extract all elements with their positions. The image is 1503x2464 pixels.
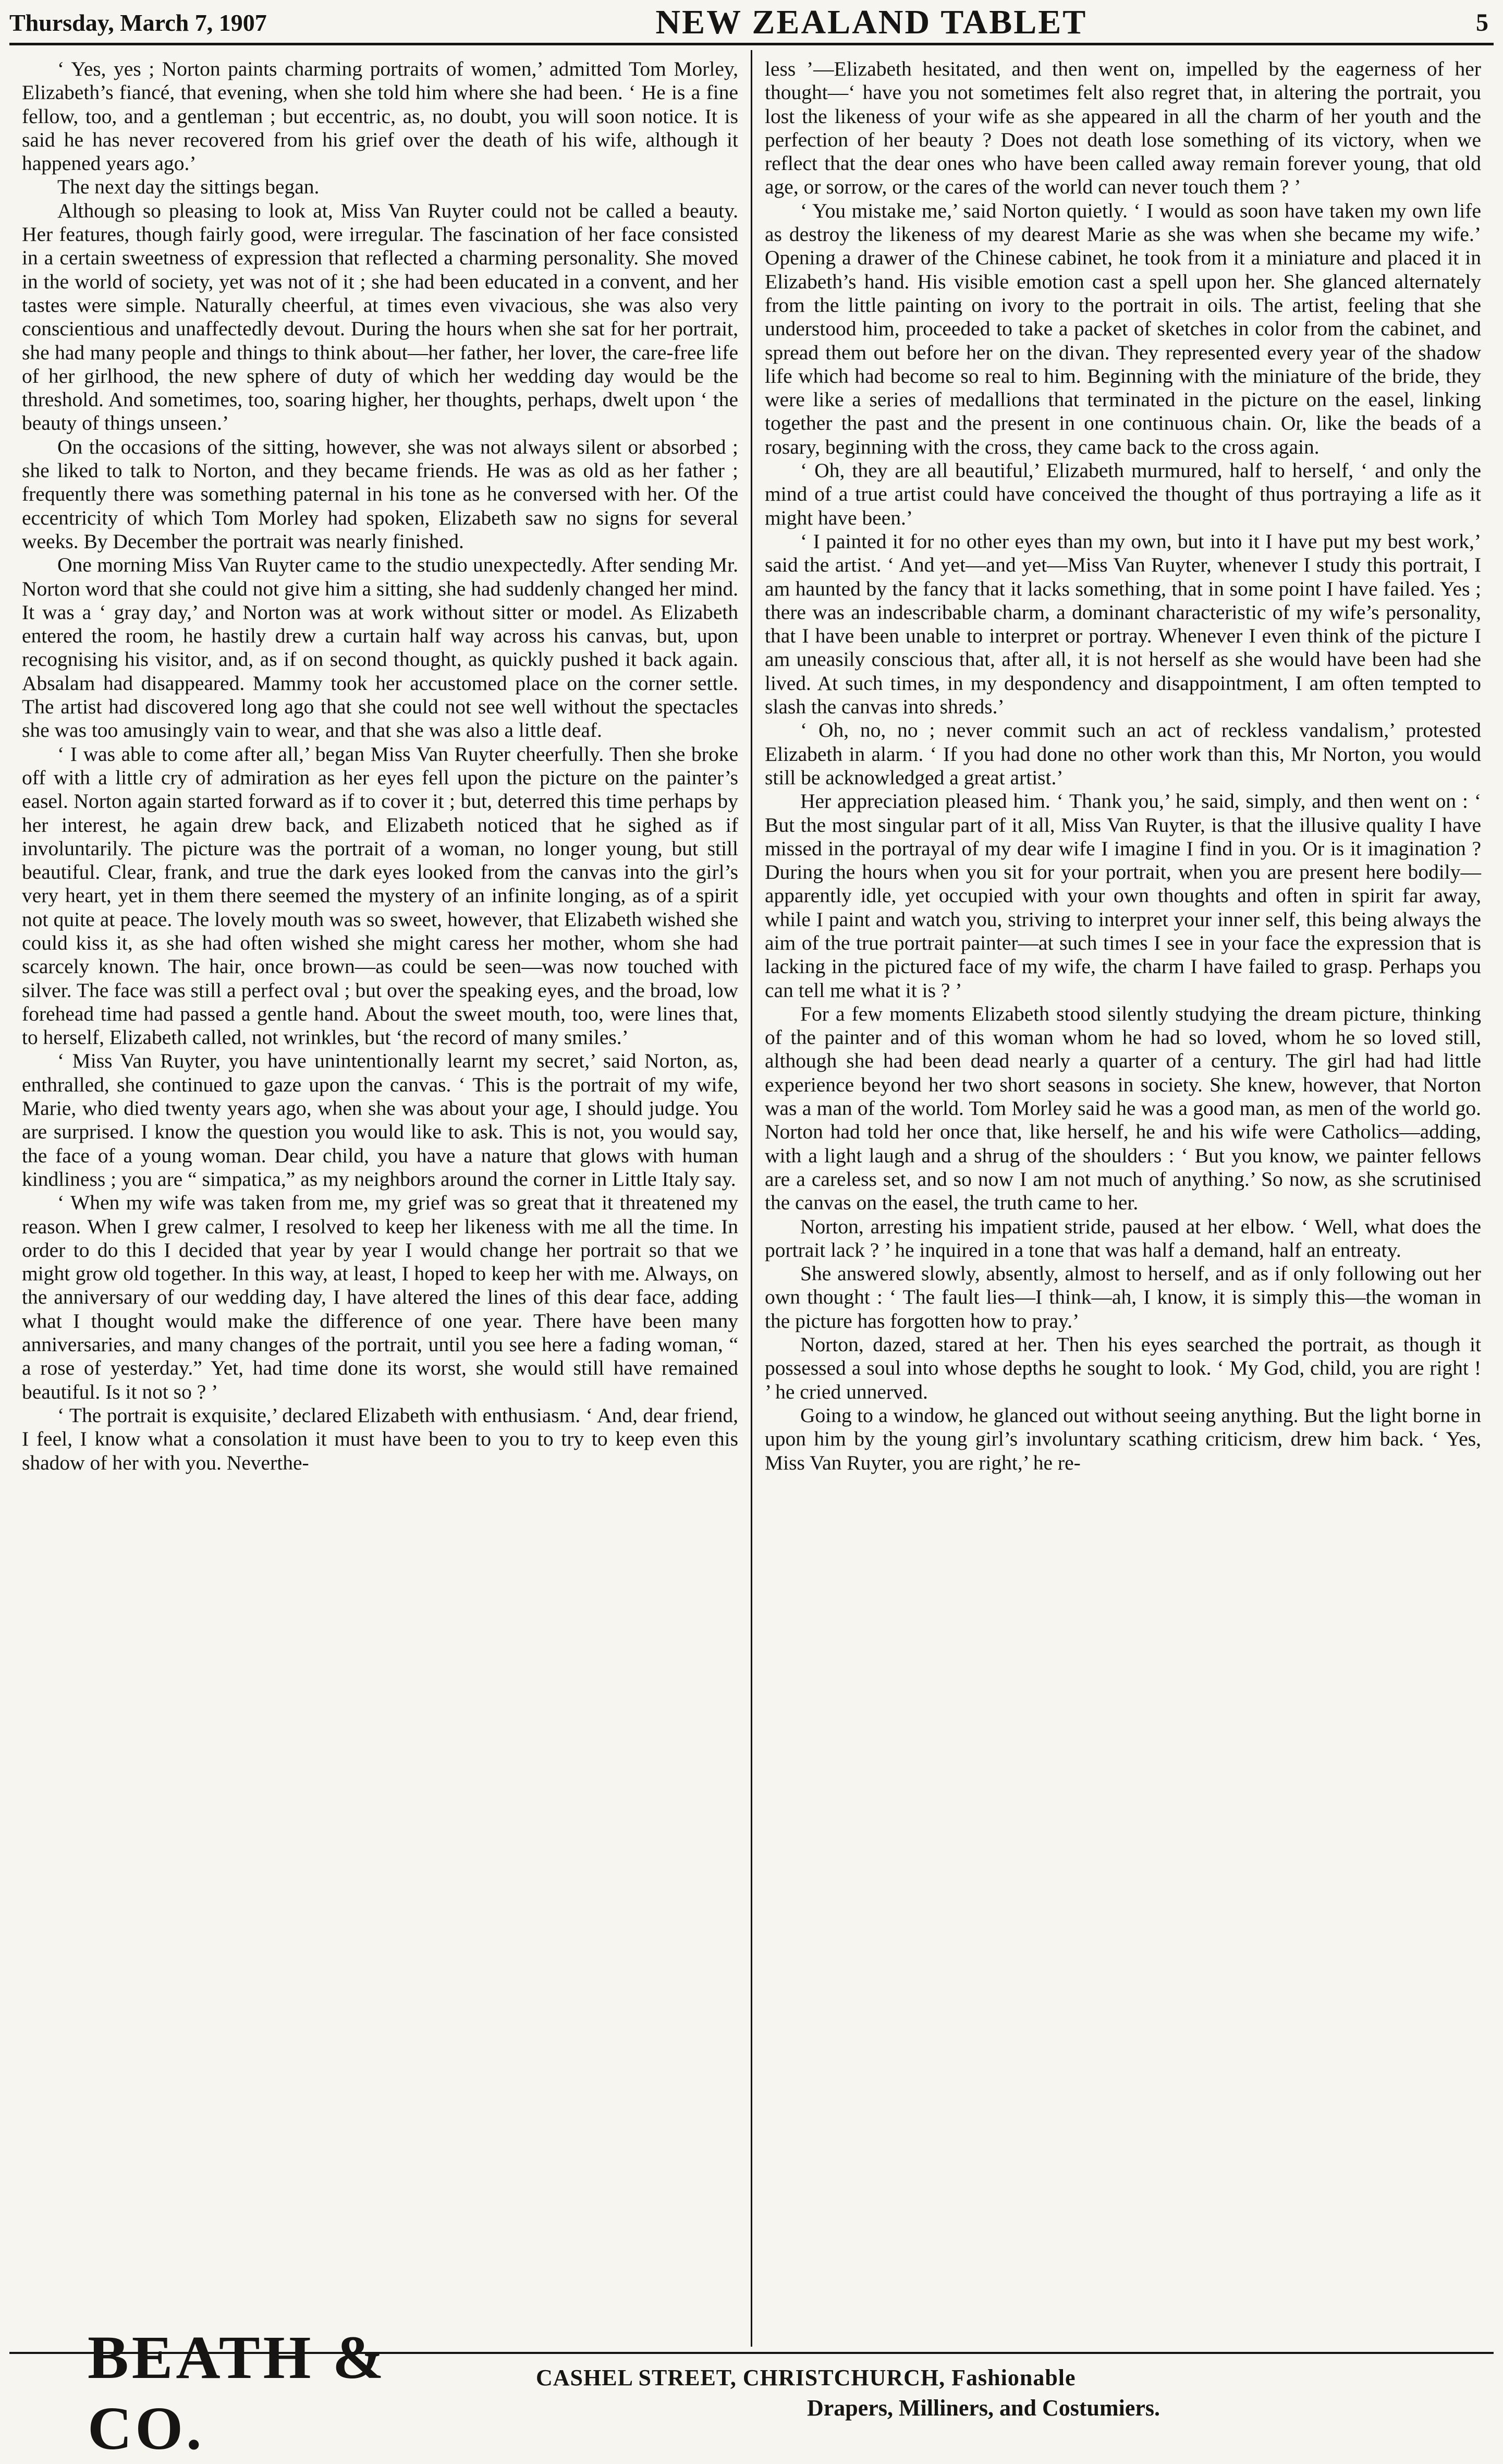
paragraph: Norton, arresting his impatient stride, paused at her elbow. ‘ Well, what does the portrait lack ? ’ he inquired in a tone that was half a demand, half an entreaty. [765, 1215, 1481, 1261]
paragraph: ‘ I painted it for no other eyes than my own, but into it I have put my best work,’ said the artist. ‘ And yet—and yet—Miss Van Ruyter, whenever I study this portrait, I am haunted by the fancy that it lacks something, that in some point I have failed. Yes ; there was an indescribable charm, a dominant characteristic of my wife’s personality, that I have been unable to interpret or portray. Whenever I even think of the picture I am uneasily conscious that, after all, it is not herself as she would have been had she lived. At such times, in my despondency and disappointment, I am often tempted to slash the canvas into shreds.’ [765, 529, 1481, 719]
advertisement-banner [9, 2323, 1494, 2462]
paragraph: ‘ Oh, no, no ; never commit such an act of reckless vandalism,’ protested Elizabeth in alarm. ‘ If you had done no other work than this, Mr Norton, you would still be acknowledged a great artist.’ [765, 719, 1481, 789]
paragraph: The next day the sittings began. [57, 175, 320, 199]
page-number: 5 [1475, 8, 1488, 37]
paragraph: Going to a window, he glanced out without seeing anything. But the light borne in upon him by the young girl’s involuntary scathing criticism, drew him back. ‘ Yes, Miss Van Ruyter, you are right,’ he re- [765, 1403, 1481, 1474]
masthead [9, 2, 1494, 45]
article-columns [9, 50, 1494, 2347]
paragraph: ‘ The portrait is exquisite,’ declared Elizabeth with enthusiasm. ‘ And, dear friend, I feel, I know what a consolation it must have been to you to try to keep even this shadow of her with you. Neverthe- [22, 1403, 738, 1474]
paragraph: ‘ When my wife was taken from me, my grief was so great that it threatened my reason. When I grew calmer, I resolved to keep her likeness with me all the time. In order to do this I decided that year by year I would change her portrait so that we might grow old together. In this way, at least, I hoped to keep her with me. Always, on the anniversary of our wedding day, I have altered the lines of this dear face, adding what I thought would make the difference of one year. There have been many anniversaries, and many changes of the portrait, until you see here a fading woman, “ a rose of yesterday.” Yet, had time done its worst, she would still have remained beautiful. Is it not so ? ’ [22, 1191, 738, 1403]
paragraph: One morning Miss Van Ruyter came to the studio unexpectedly. After sending Mr. Norton word that she could not give him a sitting, she had suddenly changed her mind. It was a ‘ gray day,’ and Norton was at work without sitter or model. As Elizabeth entered the room, he hastily drew a curtain half way across his canvas, but, upon recognising his visitor, and, as if on second thought, as quickly pushed it back again. Absalam had disappeared. Mammy took her accustomed place on the corner settle. The artist had discovered long ago that she could not see well without the spectacles she was too amusingly vain to wear, and that she was also a little deaf. [22, 553, 738, 742]
paragraph: Norton, dazed, stared at her. Then his eyes searched the portrait, as though it possessed a soul into whose depths he sought to look. ‘ My God, child, you are right ! ’ he cried unnerved. [765, 1333, 1481, 1403]
paragraph: ‘ Miss Van Ruyter, you have unintentionally learnt my secret,’ said Norton, as, enthralled, she continued to gaze upon the canvas. ‘ This is the portrait of my wife, Marie, who died twenty years ago, when she was about your age, I should judge. You are surprised. I know the question you would like to ask. This is not, you would say, the face of a young woman. Dear child, you have a nature that glows with human kindliness ; you are “ simpatica,” as my neighbors around the corner in Little Italy say. [22, 1049, 738, 1191]
paragraph: Although so pleasing to look at, Miss Van Ruyter could not be called a beauty. Her features, though fairly good, were irregular. The fascination of her face consisted in a certain sweetness of expression that reflected a charming personality. She moved in the world of society, yet was not of it ; she had been educated in a convent, and her tastes were simple. Naturally cheerful, at times even vivacious, she was also very conscientious and unaffectedly devout. During the hours when she sat for her portrait, she had many people and things to think about—her father, her lover, the care-free life of her girlhood, the new sphere of duty of which her wedding day would be the threshold. And sometimes, too, soaring higher, her thoughts, perhaps, dwelt upon ‘ the beauty of things unseen.’ [22, 199, 738, 435]
advertiser-details [515, 2363, 1160, 2423]
paragraph-continued: less ’—Elizabeth hesitated, and then went on, impelled by the eagerness of her thought—‘ have you not sometimes felt also regret that, in altering the portrait, you lost the likeness of your wife as she appeared in all the charm of her youth and the perfection of her beauty ? Does not death lose something of its victory, when we reflect that the dear ones who have been called away remain forever young, that old age, or sorrow, or the cares of the world can never touch them ? ’ [765, 57, 1481, 199]
paragraph: She answered slowly, absently, almost to herself, and as if only following out her own thought : ‘ The fault lies—I think—ah, I know, it is simply this—the woman in the picture has forgotten how to pray.’ [765, 1262, 1481, 1332]
right-column [752, 50, 1494, 2347]
paragraph: ‘ Oh, they are all beautiful,’ Elizabeth murmured, half to herself, ‘ and only the mind of a true artist could have conceived the thought of thus portraying a life as it might have been.’ [765, 459, 1481, 529]
paragraph: ‘ I was able to come after all,’ began Miss Van Ruyter cheerfully. Then she broke off with a little cry of admiration as her eyes fell upon the picture on the painter’s easel. Norton again started forward as if to cover it ; but, deterred this time perhaps by her interest, he again drew back, and Elizabeth noticed that he sighed as if involuntarily. The picture was the portrait of a woman, no longer young, but still beautiful. Clear, frank, and true the dark eyes looked from the canvas into the girl’s very heart, yet in them there seemed the mystery of an infinite longing, as of a spirit not quite at peace. The lovely mouth was so sweet, however, that Elizabeth wished she could kiss it, as she had often wished she might caress her mother, whom she had scarcely known. The hair, once brown—as could be seen—was now touched with silver. The face was still a perfect oval ; but over the speaking eyes, and the broad, low forehead time had passed a gentle hand. About the sweet mouth, too, were lines that, to herself, Elizabeth called, not wrinkles, but ‘the record of many smiles.’ [22, 742, 738, 1049]
left-column [9, 50, 751, 2347]
advertiser-name: BEATH & CO. [88, 2323, 387, 2462]
paragraph: Her appreciation pleased him. ‘ Thank you,’ he said, simply, and then went on : ‘ But the most singular part of it all, Miss Van Ruyter, is that the illusive quality I have missed in the portrayal of my dear wife I imagine I find in you. Or is it imagination ? During the hours when you sit for your portrait, when you are present here bodily—apparently idle, yet occupied with your own thoughts and often in spirit far away, while I paint and watch you, striving to interpret your inner self, this being always the aim of the true portrait painter—at such times I see in your face the expression that is lacking in the pictured face of my wife, the charm I have failed to grasp. Perhaps you can tell me what it is ? ’ [765, 790, 1481, 1002]
paragraph: ‘ You mistake me,’ said Norton quietly. ‘ I would as soon have taken my own life as destroy the likeness of my dearest Marie as she was when she became my wife.’ Opening a drawer of the Chinese cabinet, he took from it a miniature and placed it in Elizabeth’s hand. His visible emotion cast a spell upon her. She glanced alternately from the little painting on ivory to the portrait in oils. The artist, feeling that she understood him, proceeded to take a packet of sketches in color from the cabinet, and spread them out before her on the divan. They represented every year of the shadow life which had become so real to him. Beginning with the miniature of the bride, they were like a series of medallions that terminated in the picture on the easel, linking together the past and the present in one continuous chain. Or, like the beads of a rosary, beginning with the cross, they came back to the cross again. [765, 199, 1481, 458]
issue-date: Thursday, March 7, 1907 [9, 9, 267, 36]
advertiser-address: CASHEL STREET, CHRISTCHURCH, Fashionable [536, 2365, 1076, 2390]
advertiser-trade: Drapers, Milliners, and Costumiers. [807, 2395, 1160, 2421]
paragraph: ‘ Yes, yes ; Norton paints charming portraits of women,’ admitted Tom Morley, Elizabeth’s fiancé, that evening, when she told him where she had been. ‘ He is a fine fellow, too, and a gentleman ; but eccentric, as, no doubt, you will soon notice. It is said he has never recovered from his grief over the death of his wife, although it happened years ago.’ [22, 57, 738, 175]
paragraph: For a few moments Elizabeth stood silently studying the dream picture, thinking of the painter and of this woman whom he had so loved, whom he so loved still, although she had been dead nearly a quarter of a century. The girl had had little experience beyond her two short seasons in society. She knew, however, that Norton was a man of the world. Tom Morley said he was a good man, as men of the world go. Norton had told her once that, like herself, he and his wife were Catholics—adding, with a light laugh and a shrug of the shoulders : ‘ But you know, we painter fellows are a careless set, and so now I am not much of anything.’ So now, as she scrutinised the canvas on the easel, the truth came to her. [765, 1002, 1481, 1215]
paragraph: On the occasions of the sitting, however, she was not always silent or absorbed ; she liked to talk to Norton, and they became friends. He was as old as her father ; frequently there was something paternal in his tone as he conversed with her. Of the eccentricity of which Tom Morley had spoken, Elizabeth saw no signs for several weeks. By December the portrait was nearly finished. [22, 435, 738, 553]
newspaper-title: NEW ZEALAND TABLET [655, 3, 1087, 41]
